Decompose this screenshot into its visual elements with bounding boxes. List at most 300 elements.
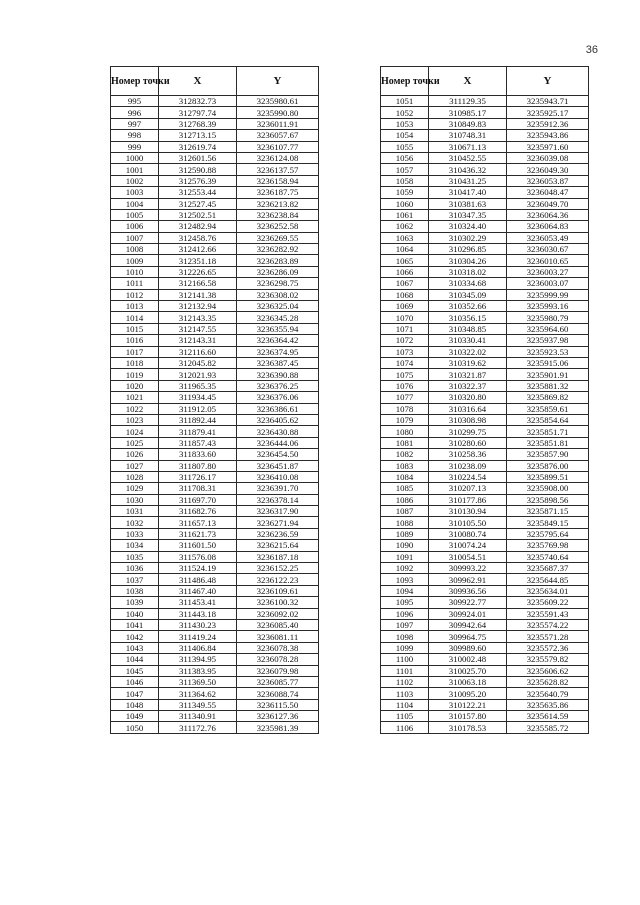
y-cell: 3236345.28	[237, 312, 319, 323]
y-cell: 3235854.64	[507, 414, 589, 425]
x-cell: 312226.65	[159, 266, 237, 277]
table-row	[381, 597, 589, 608]
table-row	[111, 312, 319, 323]
point-number-cell: 1083	[381, 460, 429, 471]
y-cell: 3236092.02	[237, 608, 319, 619]
x-cell: 310302.29	[429, 232, 507, 243]
y-cell: 3235851.81	[507, 437, 589, 448]
point-number-cell: 1055	[381, 141, 429, 152]
x-cell: 310431.25	[429, 175, 507, 186]
table-row	[111, 631, 319, 642]
point-number-cell: 1016	[111, 335, 159, 346]
x-cell: 310417.40	[429, 187, 507, 198]
x-cell: 310324.40	[429, 221, 507, 232]
table-row	[111, 483, 319, 494]
y-cell: 3236003.27	[507, 266, 589, 277]
x-cell: 310054.51	[429, 551, 507, 562]
y-cell: 3236115.50	[237, 699, 319, 710]
y-cell: 3236430.88	[237, 426, 319, 437]
x-cell: 311129.35	[429, 96, 507, 107]
y-cell: 3236158.94	[237, 175, 319, 186]
point-number-cell: 1104	[381, 699, 429, 710]
x-cell: 312166.58	[159, 278, 237, 289]
y-cell: 3235937.98	[507, 335, 589, 346]
x-cell: 310322.37	[429, 380, 507, 391]
table-row	[111, 380, 319, 391]
table-row	[381, 130, 589, 141]
table-row	[381, 540, 589, 551]
table-row	[111, 175, 319, 186]
x-cell: 312143.35	[159, 312, 237, 323]
x-cell: 310452.55	[429, 152, 507, 163]
x-cell: 311172.76	[159, 722, 237, 733]
point-number-cell: 1106	[381, 722, 429, 733]
y-cell: 3236282.92	[237, 244, 319, 255]
y-cell: 3235591.43	[507, 608, 589, 619]
table-row	[111, 688, 319, 699]
x-cell: 311697.70	[159, 494, 237, 505]
y-cell: 3236152.25	[237, 563, 319, 574]
x-cell: 312141.38	[159, 289, 237, 300]
x-cell: 312590.88	[159, 164, 237, 175]
table-row	[381, 96, 589, 107]
point-number-cell: 1026	[111, 449, 159, 460]
y-header: Y	[237, 67, 319, 96]
y-cell: 3235851.71	[507, 426, 589, 437]
point-number-cell: 1019	[111, 369, 159, 380]
table-row	[111, 574, 319, 585]
y-cell: 3235687.37	[507, 563, 589, 574]
table-row	[111, 494, 319, 505]
point-number-cell: 1066	[381, 266, 429, 277]
point-number-cell: 1014	[111, 312, 159, 323]
table-row	[381, 699, 589, 710]
table-row	[381, 164, 589, 175]
x-cell: 310299.75	[429, 426, 507, 437]
x-cell: 311912.05	[159, 403, 237, 414]
point-number-cell: 1069	[381, 301, 429, 312]
x-cell: 310671.13	[429, 141, 507, 152]
table-row	[111, 722, 319, 733]
table-row	[381, 654, 589, 665]
x-cell: 312619.74	[159, 141, 237, 152]
y-cell: 3235572.36	[507, 642, 589, 653]
x-cell: 311453.41	[159, 597, 237, 608]
x-cell: 312351.18	[159, 255, 237, 266]
point-number-cell: 1105	[381, 711, 429, 722]
point-number-cell: 1027	[111, 460, 159, 471]
x-cell: 310348.85	[429, 323, 507, 334]
table-row	[381, 665, 589, 676]
table-row	[381, 414, 589, 425]
y-cell: 3235869.82	[507, 392, 589, 403]
table-row	[381, 335, 589, 346]
point-number-cell: 1028	[111, 471, 159, 482]
y-cell: 3236011.91	[237, 118, 319, 129]
table-row	[381, 403, 589, 414]
y-cell: 3236064.83	[507, 221, 589, 232]
y-cell: 3235857.90	[507, 449, 589, 460]
y-cell: 3235585.72	[507, 722, 589, 733]
table-row	[381, 301, 589, 312]
table-row	[111, 699, 319, 710]
table-row	[111, 619, 319, 630]
table-row	[381, 460, 589, 471]
x-cell: 310381.63	[429, 198, 507, 209]
table-row	[381, 232, 589, 243]
table-row	[381, 141, 589, 152]
point-number-cell: 1103	[381, 688, 429, 699]
y-cell: 3236355.94	[237, 323, 319, 334]
y-cell: 3236444.06	[237, 437, 319, 448]
x-cell: 311430.23	[159, 619, 237, 630]
y-cell: 3236387.45	[237, 357, 319, 368]
y-cell: 3236109.61	[237, 585, 319, 596]
y-cell: 3236107.77	[237, 141, 319, 152]
table-header	[111, 67, 319, 96]
coordinates-table-right	[380, 66, 589, 734]
y-cell: 3236378.14	[237, 494, 319, 505]
table-row	[381, 642, 589, 653]
point-number-cell: 1102	[381, 676, 429, 687]
point-number-cell: 1056	[381, 152, 429, 163]
y-cell: 3235769.98	[507, 540, 589, 551]
y-cell: 3236252.58	[237, 221, 319, 232]
y-cell: 3236390.88	[237, 369, 319, 380]
point-number-cell: 1053	[381, 118, 429, 129]
x-cell: 310280.60	[429, 437, 507, 448]
table-row	[381, 608, 589, 619]
y-cell: 3236374.95	[237, 346, 319, 357]
x-cell: 310258.36	[429, 449, 507, 460]
table-row	[111, 528, 319, 539]
point-number-cell: 1007	[111, 232, 159, 243]
y-cell: 3236003.07	[507, 278, 589, 289]
table-row	[111, 642, 319, 653]
table-row	[111, 449, 319, 460]
point-number-cell: 1098	[381, 631, 429, 642]
table-row	[381, 198, 589, 209]
point-number-cell: 1085	[381, 483, 429, 494]
table-row	[381, 517, 589, 528]
x-cell: 310224.54	[429, 471, 507, 482]
table-row	[111, 141, 319, 152]
y-cell: 3236127.36	[237, 711, 319, 722]
point-number-cell: 1020	[111, 380, 159, 391]
point-number-cell: 1075	[381, 369, 429, 380]
table-row	[111, 221, 319, 232]
x-cell: 310238.09	[429, 460, 507, 471]
x-cell: 310356.15	[429, 312, 507, 323]
point-number-header: Номер точки	[381, 67, 429, 96]
table-row	[381, 528, 589, 539]
y-cell: 3235640.79	[507, 688, 589, 699]
point-number-cell: 1089	[381, 528, 429, 539]
table-row	[381, 449, 589, 460]
x-cell: 311369.50	[159, 676, 237, 687]
y-cell: 3236386.61	[237, 403, 319, 414]
y-cell: 3236454.50	[237, 449, 319, 460]
y-cell: 3236049.30	[507, 164, 589, 175]
x-cell: 311383.95	[159, 665, 237, 676]
x-cell: 312768.39	[159, 118, 237, 129]
table-row	[381, 221, 589, 232]
point-number-cell: 1030	[111, 494, 159, 505]
x-cell: 310985.17	[429, 107, 507, 118]
x-cell: 309922.77	[429, 597, 507, 608]
x-cell: 311857.43	[159, 437, 237, 448]
point-number-cell: 1097	[381, 619, 429, 630]
point-number-cell: 1032	[111, 517, 159, 528]
y-cell: 3236308.02	[237, 289, 319, 300]
y-cell: 3235876.00	[507, 460, 589, 471]
y-cell: 3236124.08	[237, 152, 319, 163]
y-cell: 3235740.64	[507, 551, 589, 562]
x-cell: 311394.95	[159, 654, 237, 665]
table-row	[381, 494, 589, 505]
y-cell: 3235980.79	[507, 312, 589, 323]
point-number-cell: 1079	[381, 414, 429, 425]
y-cell: 3235628.82	[507, 676, 589, 687]
x-cell: 311965.35	[159, 380, 237, 391]
x-cell: 310304.26	[429, 255, 507, 266]
x-cell: 310063.18	[429, 676, 507, 687]
table-row	[381, 711, 589, 722]
point-number-cell: 1040	[111, 608, 159, 619]
y-cell: 3235990.80	[237, 107, 319, 118]
table-row	[111, 198, 319, 209]
y-cell: 3236122.23	[237, 574, 319, 585]
x-cell: 312601.56	[159, 152, 237, 163]
x-header: X	[429, 67, 507, 96]
table-row	[381, 289, 589, 300]
x-cell: 310345.09	[429, 289, 507, 300]
table-row	[381, 483, 589, 494]
point-number-cell: 1015	[111, 323, 159, 334]
table-row	[381, 244, 589, 255]
table-row	[111, 563, 319, 574]
x-cell: 310122.21	[429, 699, 507, 710]
x-cell: 310080.74	[429, 528, 507, 539]
table-row	[381, 631, 589, 642]
table-row	[111, 357, 319, 368]
point-number-cell: 1025	[111, 437, 159, 448]
point-number-cell: 1046	[111, 676, 159, 687]
y-cell: 3236410.08	[237, 471, 319, 482]
x-cell: 311340.91	[159, 711, 237, 722]
y-cell: 3236053.49	[507, 232, 589, 243]
y-cell: 3236376.25	[237, 380, 319, 391]
point-number-cell: 1029	[111, 483, 159, 494]
y-cell: 3235614.59	[507, 711, 589, 722]
point-number-cell: 1047	[111, 688, 159, 699]
table-body	[381, 96, 589, 734]
point-number-cell: 1041	[111, 619, 159, 630]
y-cell: 3235901.91	[507, 369, 589, 380]
y-cell: 3235908.00	[507, 483, 589, 494]
y-cell: 3235925.17	[507, 107, 589, 118]
x-cell: 311467.40	[159, 585, 237, 596]
x-cell: 311576.08	[159, 551, 237, 562]
y-cell: 3235579.82	[507, 654, 589, 665]
x-cell: 312527.45	[159, 198, 237, 209]
y-cell: 3236085.40	[237, 619, 319, 630]
x-cell: 310105.50	[429, 517, 507, 528]
point-number-cell: 1091	[381, 551, 429, 562]
x-cell: 311443.18	[159, 608, 237, 619]
x-cell: 312021.93	[159, 369, 237, 380]
x-cell: 312147.55	[159, 323, 237, 334]
y-cell: 3236078.28	[237, 654, 319, 665]
x-cell: 311364.62	[159, 688, 237, 699]
table-row	[381, 255, 589, 266]
x-cell: 310308.98	[429, 414, 507, 425]
x-cell: 311349.55	[159, 699, 237, 710]
point-number-cell: 997	[111, 118, 159, 129]
x-cell: 309924.01	[429, 608, 507, 619]
y-cell: 3236064.36	[507, 209, 589, 220]
table-header	[381, 67, 589, 96]
point-number-cell: 1043	[111, 642, 159, 653]
point-number-cell: 1012	[111, 289, 159, 300]
x-cell: 311934.45	[159, 392, 237, 403]
y-cell: 3235899.51	[507, 471, 589, 482]
x-cell: 311524.19	[159, 563, 237, 574]
x-header: X	[159, 67, 237, 96]
y-cell: 3236039.08	[507, 152, 589, 163]
table-row	[111, 266, 319, 277]
table-row	[111, 654, 319, 665]
y-cell: 3235980.61	[237, 96, 319, 107]
table-row	[111, 232, 319, 243]
y-cell: 3236213.82	[237, 198, 319, 209]
x-cell: 310095.20	[429, 688, 507, 699]
y-cell: 3235915.06	[507, 357, 589, 368]
y-cell: 3236187.18	[237, 551, 319, 562]
y-cell: 3236298.75	[237, 278, 319, 289]
point-number-cell: 1094	[381, 585, 429, 596]
x-cell: 310177.86	[429, 494, 507, 505]
point-number-cell: 1060	[381, 198, 429, 209]
table-row	[111, 346, 319, 357]
x-cell: 310178.53	[429, 722, 507, 733]
x-cell: 309989.60	[429, 642, 507, 653]
point-number-cell: 1077	[381, 392, 429, 403]
point-number-cell: 1067	[381, 278, 429, 289]
point-number-cell: 1000	[111, 152, 159, 163]
point-number-cell: 1076	[381, 380, 429, 391]
table-row	[111, 551, 319, 562]
y-cell: 3236081.11	[237, 631, 319, 642]
y-cell: 3236057.67	[237, 130, 319, 141]
table-row	[381, 187, 589, 198]
point-number-cell: 1090	[381, 540, 429, 551]
point-number-cell: 1095	[381, 597, 429, 608]
point-number-cell: 1082	[381, 449, 429, 460]
x-cell: 309964.75	[429, 631, 507, 642]
table-row	[381, 688, 589, 699]
table-row	[381, 722, 589, 733]
point-number-cell: 998	[111, 130, 159, 141]
x-cell: 311601.50	[159, 540, 237, 551]
point-number-cell: 1063	[381, 232, 429, 243]
x-cell: 310130.94	[429, 506, 507, 517]
table-row	[381, 152, 589, 163]
y-cell: 3236405.62	[237, 414, 319, 425]
point-number-cell: 1088	[381, 517, 429, 528]
y-cell: 3235881.32	[507, 380, 589, 391]
point-number-cell: 999	[111, 141, 159, 152]
x-cell: 310025.70	[429, 665, 507, 676]
point-number-cell: 1045	[111, 665, 159, 676]
point-number-cell: 1008	[111, 244, 159, 255]
table-row	[381, 585, 589, 596]
x-cell: 309942.64	[429, 619, 507, 630]
table-body	[111, 96, 319, 734]
x-cell: 312832.73	[159, 96, 237, 107]
table-row	[111, 426, 319, 437]
y-cell: 3235971.60	[507, 141, 589, 152]
table-row	[111, 403, 319, 414]
table-row	[111, 255, 319, 266]
x-cell: 310334.68	[429, 278, 507, 289]
point-number-cell: 1042	[111, 631, 159, 642]
table-row	[111, 118, 319, 129]
table-row	[381, 392, 589, 403]
x-cell: 310321.87	[429, 369, 507, 380]
y-cell: 3236364.42	[237, 335, 319, 346]
x-cell: 312132.94	[159, 301, 237, 312]
table-row	[381, 563, 589, 574]
x-cell: 309936.56	[429, 585, 507, 596]
y-cell: 3236053.87	[507, 175, 589, 186]
x-cell: 311419.24	[159, 631, 237, 642]
y-cell: 3235644.85	[507, 574, 589, 585]
point-number-cell: 1002	[111, 175, 159, 186]
y-cell: 3235606.62	[507, 665, 589, 676]
x-cell: 312713.15	[159, 130, 237, 141]
x-cell: 311406.84	[159, 642, 237, 653]
table-row	[111, 540, 319, 551]
table-row	[111, 517, 319, 528]
table-row	[111, 437, 319, 448]
x-cell: 311726.17	[159, 471, 237, 482]
x-cell: 312458.76	[159, 232, 237, 243]
y-cell: 3236269.55	[237, 232, 319, 243]
y-cell: 3236088.74	[237, 688, 319, 699]
table-row	[381, 471, 589, 482]
point-number-cell: 1054	[381, 130, 429, 141]
coordinates-table-left	[110, 66, 319, 734]
point-number-cell: 1049	[111, 711, 159, 722]
point-number-cell: 1065	[381, 255, 429, 266]
table-row	[111, 335, 319, 346]
y-header: Y	[507, 67, 589, 96]
point-number-cell: 1084	[381, 471, 429, 482]
table-row	[381, 175, 589, 186]
y-cell: 3236010.65	[507, 255, 589, 266]
table-row	[381, 266, 589, 277]
point-number-cell: 1022	[111, 403, 159, 414]
table-row	[381, 278, 589, 289]
y-cell: 3235923.53	[507, 346, 589, 357]
point-number-cell: 1078	[381, 403, 429, 414]
point-number-cell: 1018	[111, 357, 159, 368]
x-cell: 311708.31	[159, 483, 237, 494]
point-number-cell: 1039	[111, 597, 159, 608]
y-cell: 3235981.39	[237, 722, 319, 733]
x-cell: 310748.31	[429, 130, 507, 141]
